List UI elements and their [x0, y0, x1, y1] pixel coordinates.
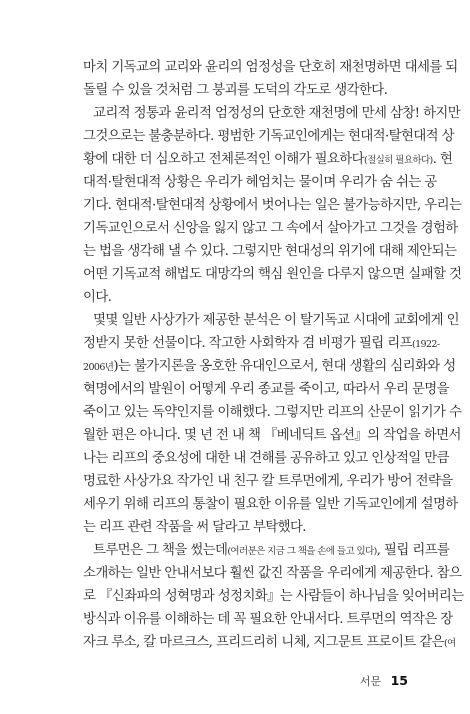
line-text: 명료한 사상가요 작가인 내 친구 칼 트루먼에게, 우리가 방어 전략을 — [83, 474, 453, 489]
text-line — [83, 403, 462, 422]
line-text: 교리적 정통과 윤리적 엄정성의 단호한 재천명에 만세 삼창! 하지만 — [93, 106, 461, 121]
text-line — [83, 288, 404, 307]
text-line — [83, 196, 462, 215]
text-line — [83, 81, 404, 100]
line-text: 소개하는 일반 안내서보다 훨씬 값진 작품을 우리에게 제공한다. 참으 — [83, 566, 462, 581]
line-text-continued: . 현 — [432, 152, 453, 167]
line-text: 그것으로는 불충분하다. 평범한 기독교인에게는 현대적·탈현대적 상 — [83, 129, 454, 144]
line-text: 대적·탈현대적 상황은 우리가 헤엄치는 물이며 우리가 숨 쉬는 공 — [83, 175, 437, 190]
inline-note: (여 — [443, 638, 456, 649]
text-line — [93, 541, 450, 561]
text-line — [83, 357, 456, 377]
line-text: 혁명에서의 발원이 어떻게 우리 종교를 죽이고, 따라서 우리 문명을 — [83, 382, 449, 397]
line-text-continued: )는 불가지론을 옹호한 유대인으로서, 현대 생활의 심리화와 성 — [113, 359, 456, 374]
text-line — [83, 426, 461, 445]
line-text: 트루먼은 그 책을 썼는데 — [93, 543, 228, 558]
line-text: 기다. 현대적·탈현대적 상황에서 벗어나는 일은 불가능하지만, 우리는 — [83, 198, 462, 213]
text-line — [83, 633, 456, 653]
text-line — [83, 127, 454, 146]
line-text: 이다. — [83, 290, 112, 305]
page-number: 15 — [390, 673, 408, 688]
line-text: 마치 기독교의 교리와 윤리의 엄정성을 단호히 재천명하면 대세를 되 — [83, 60, 458, 75]
line-text: 기독교인으로서 신앙을 잃지 않고 그 속에서 살아가고 그것을 경험하 — [83, 221, 458, 236]
line-text: 돌릴 수 있을 것처럼 그 붕괴를 도덕의 각도로 생각한다. — [83, 83, 388, 98]
line-text-continued: , 필립 리프를 — [376, 543, 450, 558]
text-line — [93, 311, 459, 330]
text-line — [83, 518, 404, 537]
text-line — [83, 380, 449, 399]
text-line — [83, 449, 449, 468]
line-text: 죽이고 있는 독약인지를 이해했다. 그렇지만 리프의 산문이 읽기가 수 — [83, 405, 462, 420]
line-text: 정받지 못한 선물이다. 작고한 사회학자 겸 비평가 필립 리프 — [83, 336, 412, 351]
line-text: 월한 편은 아니다. 몇 년 전 내 책 『베네딕트 옵션』의 작업을 하면서 — [83, 428, 461, 443]
line-text: 황에 대한 더 심오하고 전체론적인 이해가 필요하다 — [83, 152, 364, 167]
text-line — [83, 173, 437, 192]
text-line — [83, 564, 462, 583]
text-line — [83, 495, 458, 514]
line-text: 몇몇 일반 사상가가 제공한 분석은 이 탈기독교 시대에 교회에게 인 — [93, 313, 459, 328]
text-line — [93, 104, 461, 123]
text-line — [83, 472, 453, 491]
inline-note: (1922- — [411, 339, 440, 350]
text-line — [83, 610, 453, 629]
text-line — [83, 265, 462, 284]
line-text: 세우기 위해 리프의 통찰이 필요한 이유를 일반 기독교인에게 설명하 — [83, 497, 458, 512]
line-text: 나는 리프의 중요성에 대한 내 견해를 공유하고 있고 인상적일 만큼 — [83, 451, 449, 466]
line-text: 로 『신좌파의 성혁명과 성정치화』는 사람들이 하나님을 잊어버리는 — [83, 589, 464, 604]
inline-note: 2006년 — [83, 362, 114, 373]
text-line — [83, 242, 457, 261]
section-title: 서문 — [359, 675, 382, 688]
inline-note: (절실히 필요하다) — [363, 155, 433, 166]
text-line — [83, 150, 453, 170]
text-line — [83, 587, 464, 606]
page-footer — [360, 673, 408, 689]
line-text: 는 리프 관련 작품을 써 달라고 부탁했다. — [83, 520, 306, 535]
text-line — [83, 58, 458, 77]
line-text: 자크 루소, 칼 마르크스, 프리드리히 니체, 지그문트 프로이트 같은 — [83, 635, 444, 650]
line-text: 방식과 이유를 이해하는 데 꼭 필요한 안내서다. 트루먼의 역작은 장 — [83, 612, 453, 627]
text-line — [83, 219, 458, 238]
line-text: 는 법을 생각해 낼 수 있다. 그렇지만 현대성의 위기에 대해 제안되는 — [83, 244, 457, 259]
line-text: 어떤 기독교적 해법도 대망각의 핵심 원인을 다루지 않으면 실패할 것 — [83, 267, 462, 282]
text-line — [83, 334, 440, 354]
inline-note: (여러분은 지금 그 책을 손에 들고 있다) — [227, 546, 377, 557]
